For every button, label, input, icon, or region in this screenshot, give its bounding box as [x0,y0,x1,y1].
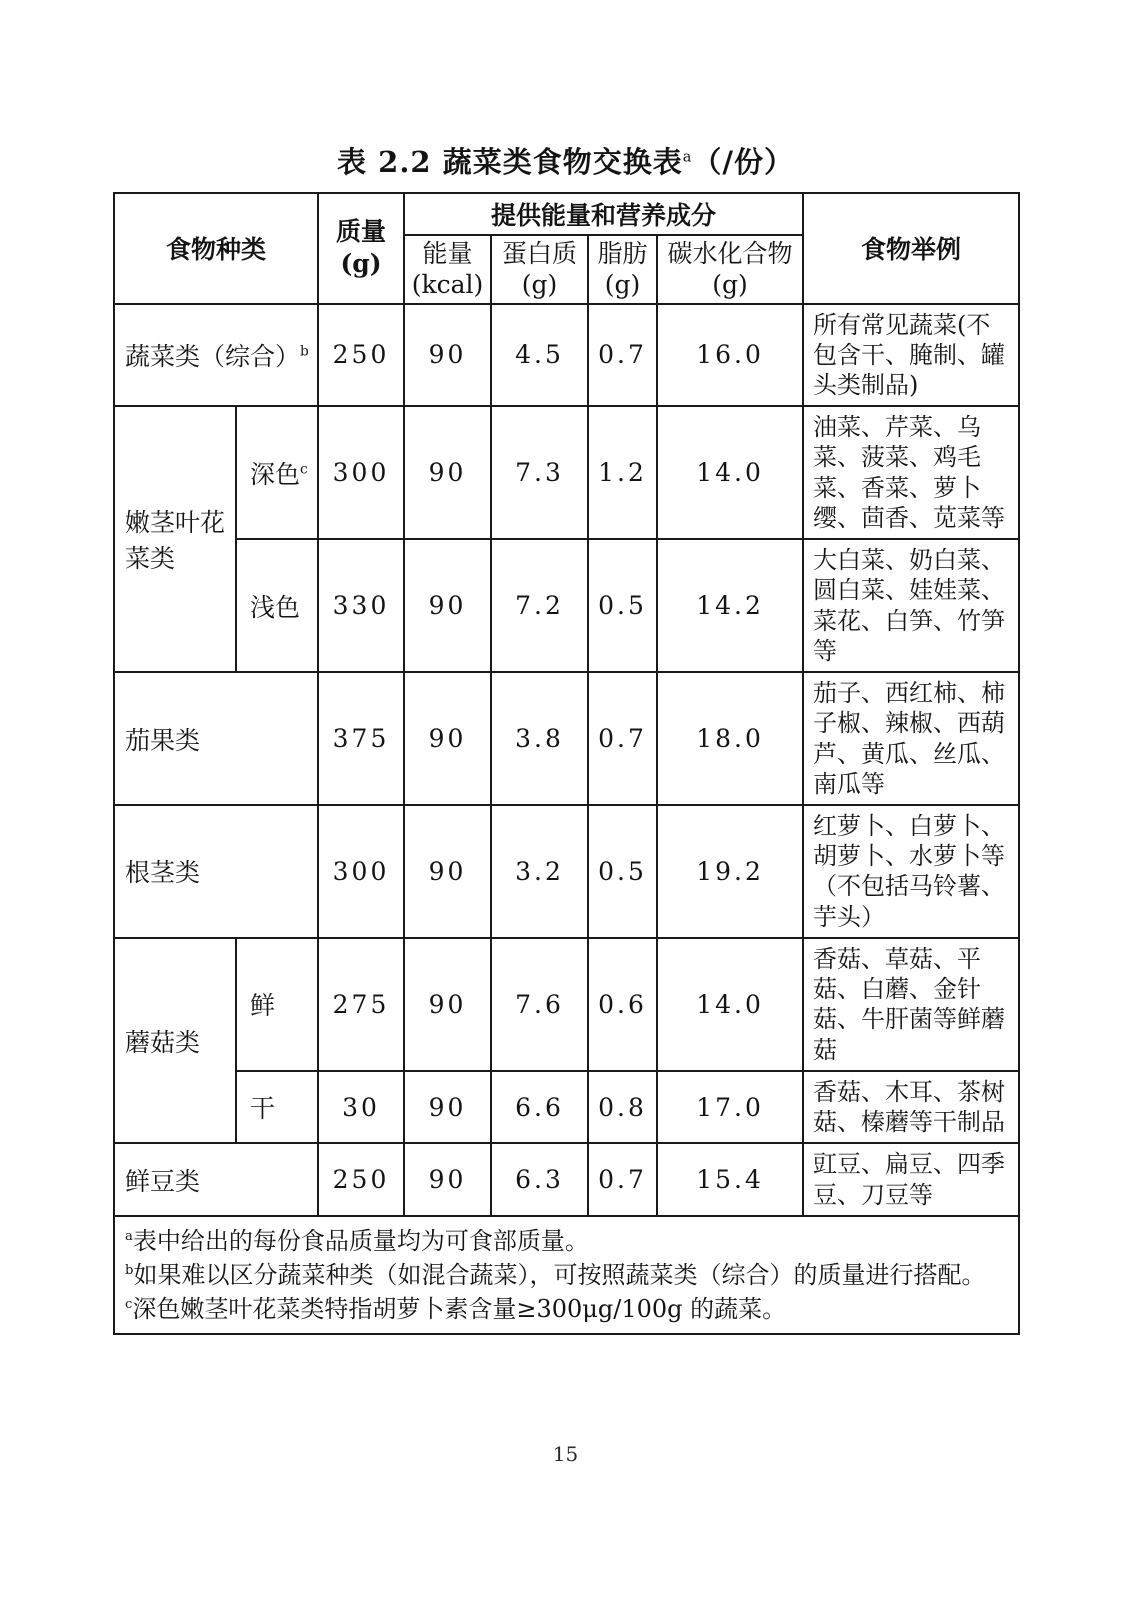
cell-fat: 0.8 [588,1071,657,1143]
footnote-a-text: 表中给出的每份食品质量均为可食部质量。 [132,1226,589,1255]
column-header-carb [657,235,803,304]
table-row [114,805,1019,938]
cell-carb: 18.0 [657,672,803,805]
column-header-nutrients-group: 提供能量和营养成分 [404,193,803,235]
table-row [114,1143,1019,1215]
fat-label: 脂肪 [597,239,648,268]
footnote-b-superscript: b [125,1262,134,1278]
energy-unit: (kcal) [411,270,484,300]
cell-examples: 香菇、草菇、平菇、白蘑、金针菇、牛肝菌等鲜蘑菇 [803,938,1019,1071]
cell-mass: 30 [318,1071,404,1143]
footnote-c-superscript: c [125,1296,133,1312]
column-header-protein [491,235,588,304]
cell-fat: 0.5 [588,539,657,672]
cell-energy: 90 [404,1071,491,1143]
cell-energy: 90 [404,304,491,407]
footnote-b [125,1258,1008,1292]
cell-protein: 7.2 [491,539,588,672]
cell-fat: 0.7 [588,672,657,805]
cell-energy: 90 [404,805,491,938]
cell-mass: 275 [318,938,404,1071]
column-header-fat [588,235,657,304]
table-title-text: 表 2.2 蔬菜类食物交换表 [337,145,683,179]
cell-mass: 250 [318,304,404,407]
fat-unit: (g) [604,270,641,300]
cell-food-group: 嫩茎叶花菜类 [114,406,236,672]
cell-examples: 香菇、木耳、茶树菇、榛蘑等干制品 [803,1071,1019,1143]
column-header-examples: 食物举例 [803,193,1019,304]
mass-label: 质量 [336,217,387,247]
cell-carb: 14.0 [657,406,803,539]
cell-food-group: 蘑菇类 [114,938,236,1143]
energy-label: 能量 [422,239,473,268]
table-row [114,406,1019,539]
protein-unit: (g) [521,270,558,300]
subcategory-superscript: c [300,461,308,478]
cell-protein: 3.8 [491,672,588,805]
subcategory-text: 深色 [250,459,301,489]
footnote-c-text: 深色嫩茎叶花菜类特指胡萝卜素含量≥300μg/100g 的蔬菜。 [132,1294,787,1323]
protein-label: 蛋白质 [502,239,578,268]
cell-food-category: 茄果类 [114,672,318,805]
cell-protein: 6.6 [491,1071,588,1143]
cell-energy: 90 [404,539,491,672]
cell-mass: 375 [318,672,404,805]
column-header-food-type: 食物种类 [114,193,318,304]
column-header-energy [404,235,491,304]
cell-food-subcategory: 浅色 [236,539,318,672]
footnotes-cell [114,1216,1019,1334]
cell-protein: 7.3 [491,406,588,539]
food-exchange-table [113,192,1020,1335]
cell-examples: 油菜、芹菜、乌菜、菠菜、鸡毛菜、香菜、萝卜缨、茴香、苋菜等 [803,406,1019,539]
cell-examples: 大白菜、奶白菜、圆白菜、娃娃菜、菜花、白笋、竹笋等 [803,539,1019,672]
cell-food-category [114,304,318,407]
footnote-a [125,1224,1008,1258]
category-superscript: b [300,343,309,360]
cell-food-category: 鲜豆类 [114,1143,318,1215]
cell-protein: 3.2 [491,805,588,938]
cell-carb: 19.2 [657,805,803,938]
cell-energy: 90 [404,938,491,1071]
carb-unit: (g) [712,270,748,300]
table-row [114,938,1019,1071]
table-row [114,672,1019,805]
cell-carb: 15.4 [657,1143,803,1215]
cell-carb: 14.0 [657,938,803,1071]
cell-fat: 0.6 [588,938,657,1071]
cell-protein: 6.3 [491,1143,588,1215]
cell-carb: 14.2 [657,539,803,672]
cell-protein: 4.5 [491,304,588,407]
cell-examples: 豇豆、扁豆、四季豆、刀豆等 [803,1143,1019,1215]
cell-examples: 红萝卜、白萝卜、胡萝卜、水萝卜等（不包括马铃薯、芋头） [803,805,1019,938]
cell-energy: 90 [404,406,491,539]
footnotes-row [114,1216,1019,1334]
cell-carb: 16.0 [657,304,803,407]
cell-food-category: 根茎类 [114,805,318,938]
category-text: 蔬菜类（综合） [125,341,301,371]
title-superscript: a [682,149,693,166]
mass-unit: (g) [340,249,382,279]
cell-examples: 茄子、西红柿、柿子椒、辣椒、西葫芦、黄瓜、丝瓜、南瓜等 [803,672,1019,805]
cell-fat: 0.5 [588,805,657,938]
cell-food-subcategory: 干 [236,1071,318,1143]
column-header-mass [318,193,404,304]
table-row [114,1071,1019,1143]
cell-mass: 330 [318,539,404,672]
cell-fat: 0.7 [588,1143,657,1215]
footnote-b-text: 如果难以区分蔬菜种类（如混合蔬菜），可按照蔬菜类（综合）的质量进行搭配。 [133,1260,986,1289]
page-number: 15 [552,1442,579,1466]
footnote-a-superscript: a [125,1228,133,1244]
cell-food-subcategory [236,406,318,539]
table-row [114,304,1019,407]
carb-label: 碳水化合物 [667,239,793,268]
cell-energy: 90 [404,1143,491,1215]
cell-food-subcategory: 鲜 [236,938,318,1071]
table-title-unit: （/份） [692,145,794,179]
footnote-c [125,1292,1008,1326]
cell-mass: 250 [318,1143,404,1215]
cell-carb: 17.0 [657,1071,803,1143]
cell-fat: 1.2 [588,406,657,539]
cell-mass: 300 [318,406,404,539]
cell-energy: 90 [404,672,491,805]
table-row [114,539,1019,672]
cell-mass: 300 [318,805,404,938]
page-title [113,140,1018,181]
cell-fat: 0.7 [588,304,657,407]
header-row-1 [114,193,1019,235]
cell-examples: 所有常见蔬菜(不包含干、腌制、罐头类制品) [803,304,1019,407]
cell-protein: 7.6 [491,938,588,1071]
